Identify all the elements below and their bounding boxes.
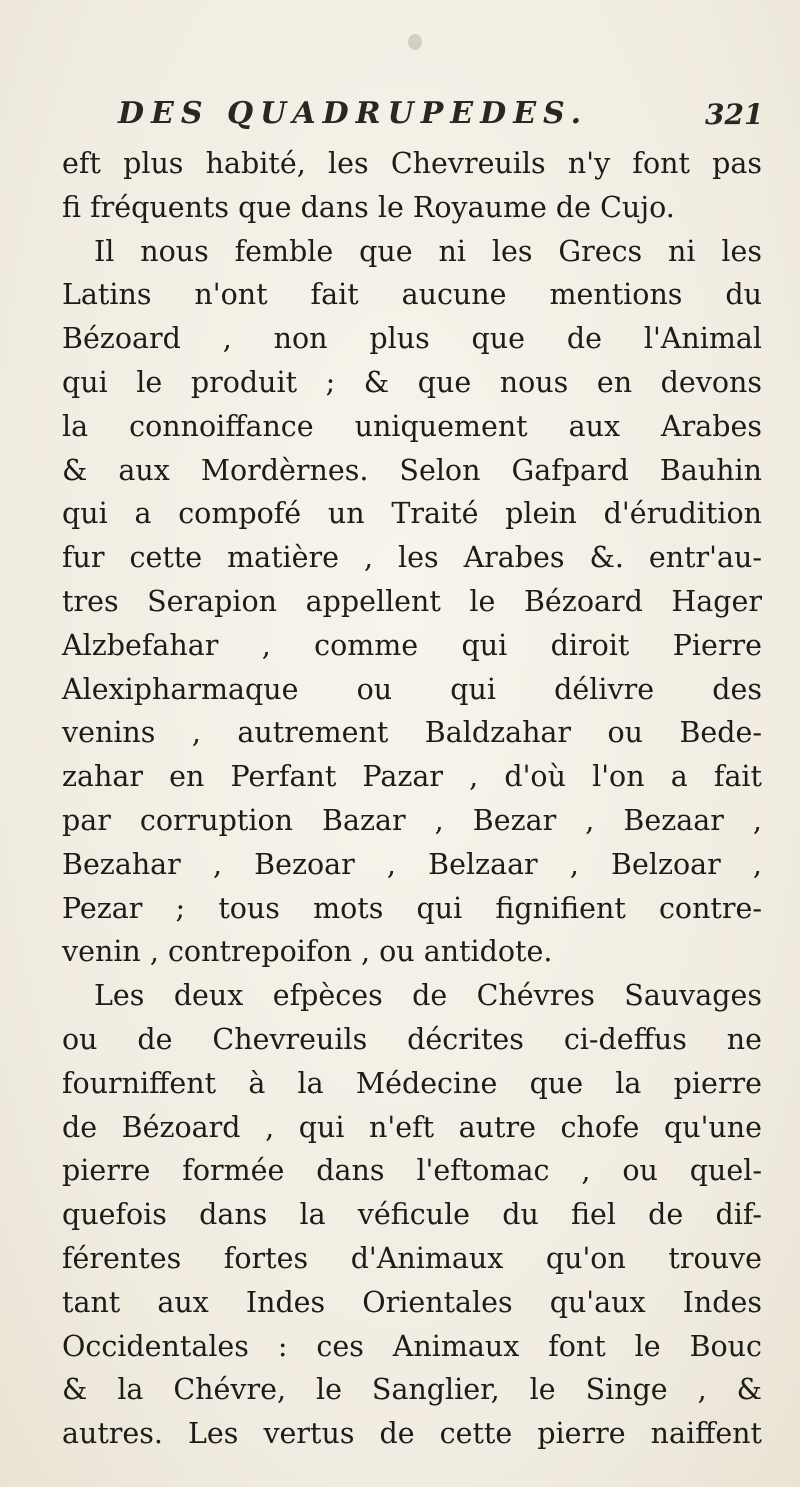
text-line: Les deux efpèces de Chévres Sauvages <box>94 979 762 1013</box>
text-line: venin , contrepoifon , ou antidote. <box>62 935 553 969</box>
text-line: Pezar ; tous mots qui fignifient contre- <box>62 891 762 925</box>
text-line: ou de Chevreuils décrites ci-deffus ne <box>62 1022 762 1056</box>
text-line: qui le produit ; & que nous en devons <box>62 365 762 399</box>
text-line: tres Serapion appellent le Bézoard Hager <box>62 584 762 618</box>
text-line: Il nous femble que ni les Grecs ni les <box>94 234 762 268</box>
text-line: Bézoard , non plus que de l'Animal <box>62 322 762 356</box>
text-line: quefois dans la véficule du fiel de dif- <box>62 1198 762 1232</box>
text-line: par corruption Bazar , Bezar , Bezaar , <box>62 803 762 837</box>
text-line: autres. Les vertus de cette pierre naiffent <box>62 1417 762 1451</box>
text-line: fourniffent à la Médecine que la pierre <box>62 1066 762 1100</box>
text-line: tant aux Indes Orientales qu'aux Indes <box>62 1285 762 1319</box>
text-line: de Bézoard , qui n'eft autre chofe qu'une <box>62 1110 762 1144</box>
running-title: DES QUADRUPEDES. <box>118 96 589 131</box>
text-line: la connoiffance uniquement aux Arabes <box>62 409 762 443</box>
text-line: Alexipharmaque ou qui délivre des <box>62 672 762 706</box>
text-line: qui a compofé un Traité plein d'érudition <box>62 497 762 531</box>
body-text <box>62 142 762 1456</box>
page-number: 321 <box>705 98 764 131</box>
page-header <box>0 96 800 136</box>
text-line: Alzbefahar , comme qui diroit Pierre <box>62 628 762 662</box>
text-line: pierre formée dans l'eftomac , ou quel- <box>62 1154 762 1188</box>
text-line: fi fréquents que dans le Royaume de Cujo. <box>62 190 675 224</box>
text-line: Bezahar , Bezoar , Belzaar , Belzoar , <box>62 847 762 881</box>
text-line: zahar en Perfant Pazar , d'où l'on a fait <box>62 760 762 794</box>
text-line: & aux Mordèrnes. Selon Gafpard Bauhin <box>62 453 762 487</box>
text-line: venins , autrement Baldzahar ou Bede- <box>62 716 762 750</box>
text-line: & la Chévre, le Sanglier, le Singe , & <box>62 1373 762 1407</box>
text-line: férentes fortes d'Animaux qu'on trouve <box>62 1241 762 1275</box>
text-line: Latins n'ont fait aucune mentions du <box>62 278 762 312</box>
text-line: eft plus habité, les Chevreuils n'y font pas <box>62 147 762 180</box>
ink-spot <box>408 34 422 50</box>
text-line: fur cette matière , les Arabes &. entr'au- <box>62 541 762 575</box>
text-line: Occidentales : ces Animaux font le Bouc <box>62 1329 762 1363</box>
